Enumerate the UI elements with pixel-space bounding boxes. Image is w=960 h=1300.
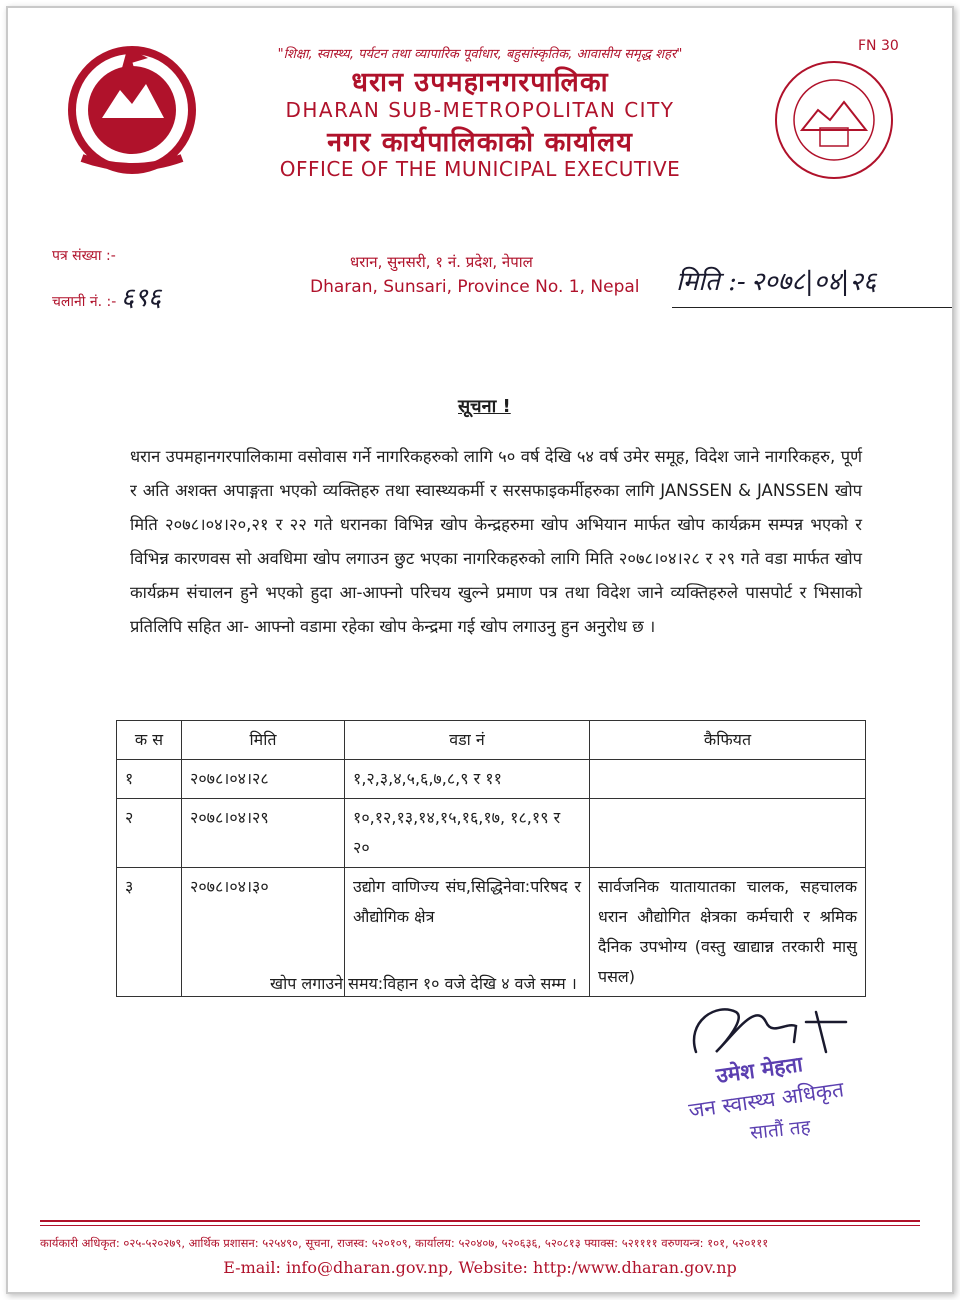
footer-divider xyxy=(40,1220,920,1222)
vaccination-timing: खोप लगाउने समय:विहान १० वजे देखि ४ वजे सम्म । xyxy=(270,974,577,993)
vaccination-schedule-table xyxy=(116,720,866,997)
office-name-nepali: नगर कार्यपालिकाको कार्यालय xyxy=(327,127,633,158)
date-underline xyxy=(672,307,952,308)
dispatch-number-row xyxy=(52,278,161,314)
dispatch-number-label: चलानी नं. :- xyxy=(52,294,117,310)
nepal-government-emblem-icon xyxy=(62,38,202,178)
header-remarks: कैफियत xyxy=(590,721,866,760)
cell-remarks xyxy=(590,760,866,799)
city-slogan: "शिक्षा, स्वास्थ्य, पर्यटन तथा व्यापारिक पूर्वाधार, बहुसांस्कृतिक, आवासीय समृद्ध शहर" xyxy=(277,47,683,62)
header-ward: वडा नं xyxy=(345,721,590,760)
cell-serial: २ xyxy=(117,799,182,868)
date-label: मिति :- xyxy=(676,267,746,297)
signatory-name: उमेश मेहता xyxy=(714,1052,805,1088)
footer-email-website: E-mail: info@dharan.gov.np, Website: http:/www.dharan.gov.np xyxy=(223,1258,737,1277)
cell-ward: १,२,३,४,५,६,७,८,९ र ११ xyxy=(345,760,590,799)
city-seal-icon xyxy=(772,58,896,182)
signatory-level: सातौं तह xyxy=(749,1115,812,1145)
cell-remarks xyxy=(590,799,866,868)
cell-date: २०७८।०४।२९ xyxy=(182,799,345,868)
cell-date: २०७८।०४।२८ xyxy=(182,760,345,799)
table-header-row xyxy=(117,721,866,760)
address-english: Dharan, Sunsari, Province No. 1, Nepal xyxy=(310,277,640,297)
form-code: FN 30 xyxy=(858,38,899,54)
cell-remarks: सार्वजनिक यातायातका चालक, सहचालक धरान औद्योगित क्षेत्रका कर्मचारी र श्रमिक दैनिक उपभोग्य (वस्तु खाद्यान्न तरकारी मासु पसल) xyxy=(590,868,866,997)
signatory-designation: जन स्वास्थ्य अधिकृत xyxy=(687,1077,846,1123)
cell-date: २०७८।०४।३० xyxy=(182,868,345,997)
city-name-nepali: धरान उपमहानगरपालिका xyxy=(351,67,609,98)
address-nepali: धरान, सुनसरी, १ नं. प्रदेश, नेपाल xyxy=(350,253,533,271)
date-value: २०७८|०४|२६ xyxy=(750,267,877,297)
cell-ward: उद्योग वाणिज्य संघ,सिद्धिनेवा:परिषद र औद्योगिक क्षेत्र xyxy=(345,868,590,997)
header-serial: क स xyxy=(117,721,182,760)
date-row xyxy=(676,262,876,298)
letter-number-label: पत्र संख्या :- xyxy=(52,248,116,264)
footer-contacts: कार्यकारी अधिकृत: ०२५-५२०२७९, आर्थिक प्रशासन: ५२५४९०, सूचना, राजस्व: ५२०१०९, कार्यालय: ५२०४०७, ५२०६३६, ५२०८१३ फ्याक्स: ५२११११ वरुणयन्त्र: १०१, ५२०१११ xyxy=(40,1236,769,1250)
cell-serial: ३ xyxy=(117,868,182,997)
footer-divider-thin xyxy=(40,1225,920,1226)
office-name-english: OFFICE OF THE MUNICIPAL EXECUTIVE xyxy=(279,157,681,181)
notice-title: सूचना ! xyxy=(458,396,511,417)
table-row xyxy=(117,760,866,799)
cell-serial: १ xyxy=(117,760,182,799)
notice-body: धरान उपमहानगरपालिकामा वसोवास गर्ने नागरिकहरुको लागि ५० वर्ष देखि ५४ वर्ष उमेर समूह, विदेश जाने नागरिकहरु, पूर्ण र अति अशक्त अपाङ्गता भएको व्यक्तिहरु तथा स्वास्थ्यकर्मी र सरसफाइकर्मीहरुका लागि JANSSEN & JANSSEN खोप मिति २०७८।०४।२०,२१ र २२ गते धरानका विभिन्न खोप केन्द्रहरुमा खोप अभियान मार्फत खोप कार्यक्रम सम्पन्न भएको र विभिन्न कारणवस सो अवधिमा खोप लगाउन छुट भएका नागरिकहरुको लागि मिति २०७८।०४।२८ र २९ गते वडा मार्फत खोप कार्यक्रम संचालन हुने भएको हुदा आ-आफ्नो परिचय खुल्ने प्रमाण पत्र तथा विदेश जाने व्यक्तिहरुले पासपोर्ट र भिसाको प्रतिलिपि सहित आ- आफ्नो वडामा रहेका खोप केन्द्रमा गई खोप लगाउनु हुन अनुरोध छ । xyxy=(130,447,862,636)
city-name-english: DHARAN SUB-METROPOLITAN CITY xyxy=(285,98,675,122)
header-date: मिति xyxy=(182,721,345,760)
cell-ward: १०,१२,१३,१४,१५,१६,१७, १८,१९ र २० xyxy=(345,799,590,868)
table-row xyxy=(117,799,866,868)
dispatch-number-value: ६९६ xyxy=(120,283,162,313)
